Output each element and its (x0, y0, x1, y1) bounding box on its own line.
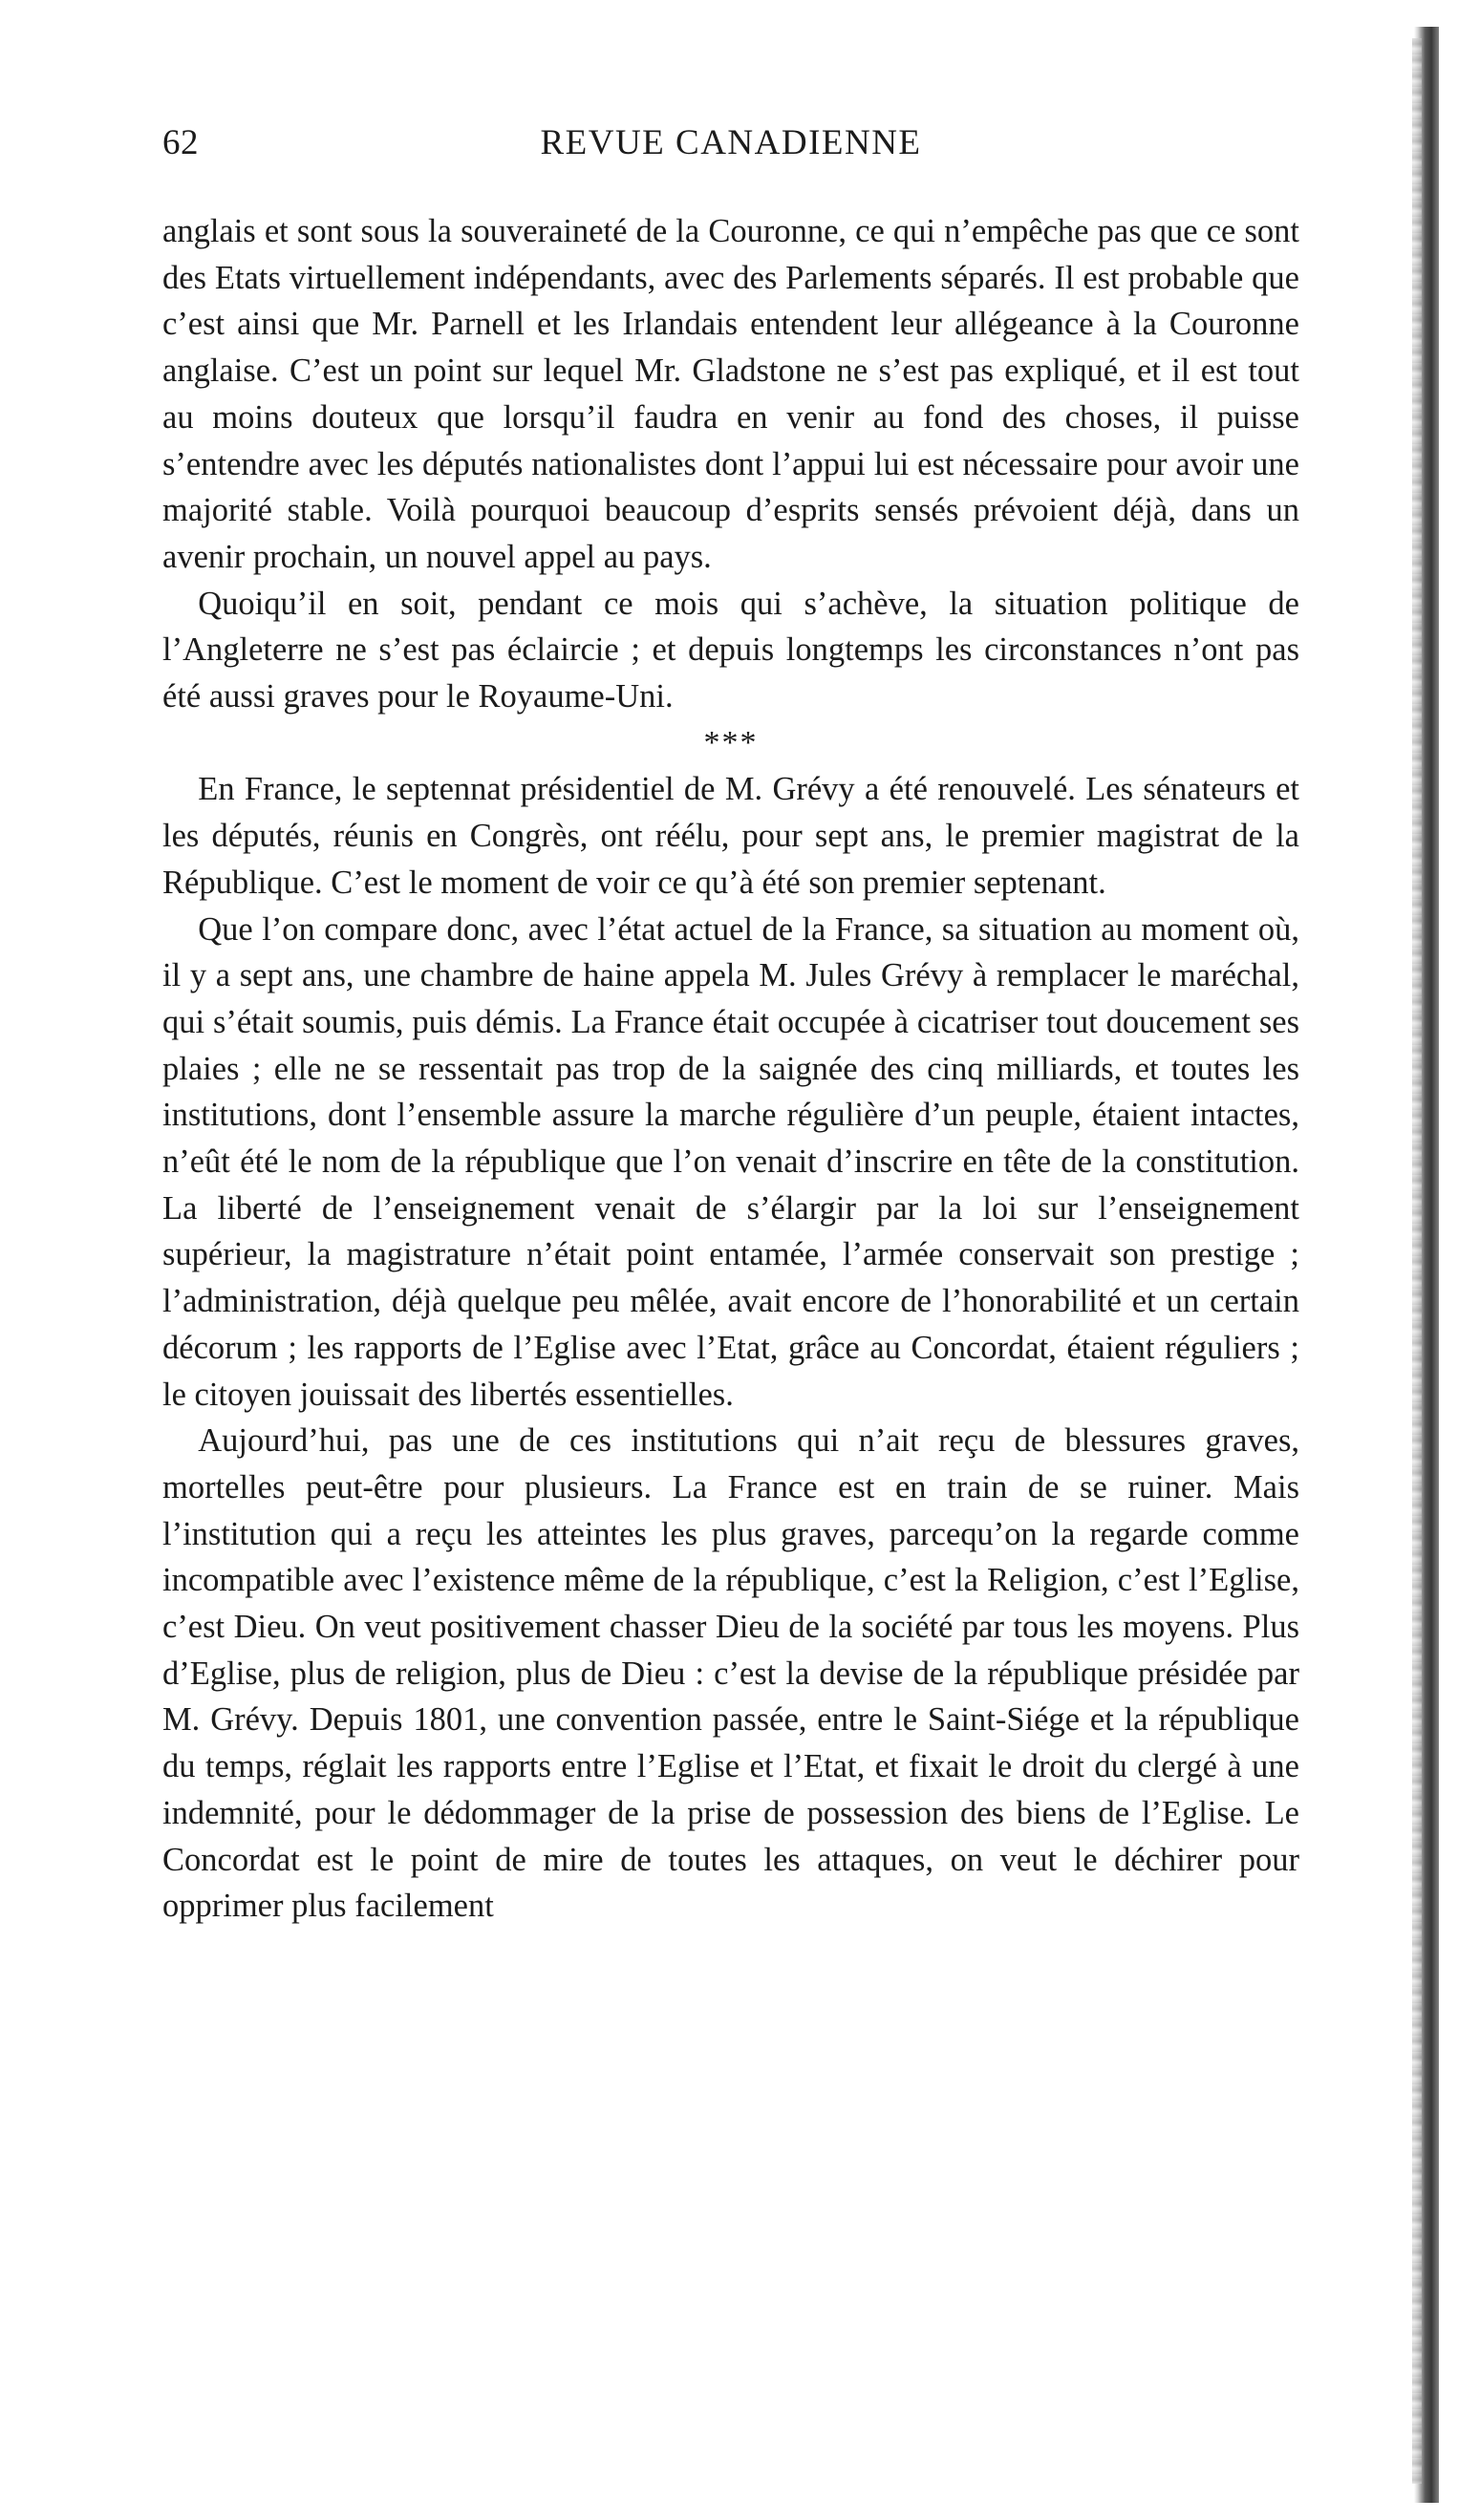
page-header (162, 122, 1299, 180)
running-title: REVUE CANADIENNE (540, 123, 922, 162)
main-text (162, 208, 1299, 1930)
paragraph-continuation: anglais et sont sous la souveraineté de la Couronne, ce qui n’empêche pas que ce sont des Etats virtuellement indépendants, avec des Parlements séparés. Il est probable que c’est ainsi que Mr. Parnell et les Irlandais entendent leur allégeance à la Couronne anglaise. C’est un point sur lequel Mr. Gladstone ne s’est pas expliqué, et il est tout au moins douteux que lorsqu’il faudra en venir au fond des choses, il puisse s’entendre avec les députés nationalistes dont l’appui lui est nécessaire pour avoir une majorité stable. Voilà pourquoi beaucoup d’esprits sensés prévoient déjà, dans un avenir prochain, un nouvel appel au pays. (162, 213, 1299, 575)
paragraph: En France, le septennat présidentiel de M. Grévy a été renouvelé. Les sénateurs et les députés, réunis en Congrès, ont réélu, pour sept ans, le premier magistrat de la République. C’est le moment de voir ce qu’à été son premier septenant. (162, 771, 1299, 901)
page-binding-shadow (1412, 38, 1422, 2484)
paragraph: Que l’on compare donc, avec l’état actuel de la France, sa situation au moment où, il y a sept ans, une chambre de haine appela M. Jules Grévy à remplacer le maréchal, qui s’était soumis, puis démis. La France était occupée à cicatriser tout doucement ses plaies ; elle ne se ressentait pas trop de la saignée des cinq milliards, et toutes les institutions, dont l’ensemble assure la marche régulière d’un peuple, étaient intactes, n’eût été le nom de la république que l’on venait d’inscrire en tête de la constitution. La liberté de l’enseignement venait de s’élargir par la loi sur l’enseignement supérieur, la magistrature n’était point entamée, l’armée conservait son prestige ; l’administration, déjà quelque peu mêlée, avait encore de l’honorabilité et un certain décorum ; les rapports de l’Eglise avec l’Etat, grâce au Concordat, étaient réguliers ; le citoyen jouissait des libertés essentielles. (162, 910, 1299, 1413)
asterism-divider: *** (703, 724, 759, 760)
paragraph: Quoiqu’il en soit, pendant ce mois qui s’achève, la situation politique de l’Angleterre ne s’est pas éclaircie ; et depuis longtemps les circonstances n’ont pas été aussi graves pour le Royaume-Uni. (162, 585, 1299, 715)
paragraph: Aujourd’hui, pas une de ces institutions qui n’ait reçu de blessures graves, mortelles peut-être pour plusieurs. La France est en train de se ruiner. Mais l’institution qui a reçu les atteintes les plus graves, parcequ’on la regarde comme incompatible avec l’existence même de la république, c’est la Religion, c’est l’Eglise, c’est Dieu. On veut positivement chasser Dieu de la société par tous les moyens. Plus d’Eglise, plus de religion, plus de Dieu : c’est la devise de la république présidée par M. Grévy. Depuis 1801, une convention passée, entre le Saint-Siége et la république du temps, réglait les rapports entre l’Eglise et l’Etat, et fixait le droit du clergé à une indemnité, pour le dédommager de la prise de possession des biens de l’Eglise. Le Concordat est le point de mire de toutes les attaques, on veut le déchirer pour opprimer plus facilement (162, 1422, 1299, 1925)
page-number: 62 (162, 123, 199, 162)
